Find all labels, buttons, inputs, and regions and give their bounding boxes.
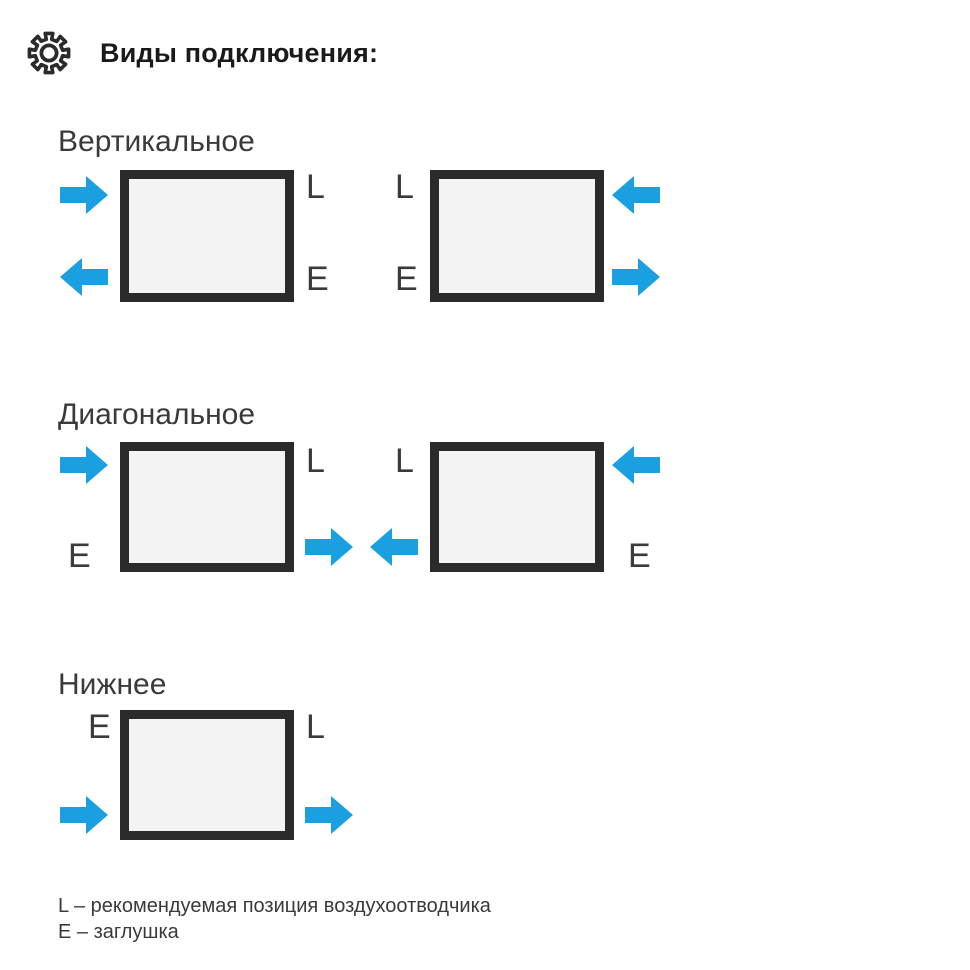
gear-icon (25, 29, 73, 77)
diagram-vertical-left (55, 170, 395, 302)
outlet-arrow-right-icon (305, 528, 353, 566)
air-vent-label: L (306, 168, 325, 206)
plug-label: E (395, 260, 418, 298)
radiator-rect (120, 170, 294, 302)
air-vent-label: L (395, 442, 414, 480)
radiator-rect (120, 442, 294, 572)
plug-label: E (88, 708, 111, 746)
inlet-arrow-left-icon (612, 176, 660, 214)
diagram-vertical-right (390, 170, 690, 302)
inlet-arrow-right-icon (60, 176, 108, 214)
outlet-arrow-left-icon (60, 258, 108, 296)
plug-label: E (628, 537, 651, 575)
diagram-bottom (55, 710, 360, 840)
plug-label: E (306, 260, 329, 298)
section-title-diagonal: Диагональное (58, 398, 256, 431)
air-vent-label: L (306, 708, 325, 746)
radiator-rect (430, 442, 604, 572)
legend (58, 893, 491, 945)
inlet-arrow-right-icon (60, 796, 108, 834)
air-vent-label: L (306, 442, 325, 480)
inlet-arrow-left-icon (612, 446, 660, 484)
section-title-bottom: Нижнее (58, 668, 167, 701)
air-vent-label: L (395, 168, 414, 206)
diagram-diagonal-right (360, 442, 670, 575)
legend-line-air-vent: L – рекомендуемая позиция воздухоотводчика (58, 895, 491, 917)
inlet-arrow-right-icon (60, 446, 108, 484)
section-title-vertical: Вертикальное (58, 125, 255, 158)
outlet-arrow-right-icon (612, 258, 660, 296)
radiator-rect (120, 710, 294, 840)
outlet-arrow-right-icon (305, 796, 353, 834)
radiator-rect (430, 170, 604, 302)
plug-label: E (68, 537, 91, 575)
legend-line-plug: E – заглушка (58, 921, 179, 943)
diagram-diagonal-left (55, 442, 360, 575)
outlet-arrow-left-icon (370, 528, 418, 566)
page-title: Виды подключения: (100, 38, 379, 68)
